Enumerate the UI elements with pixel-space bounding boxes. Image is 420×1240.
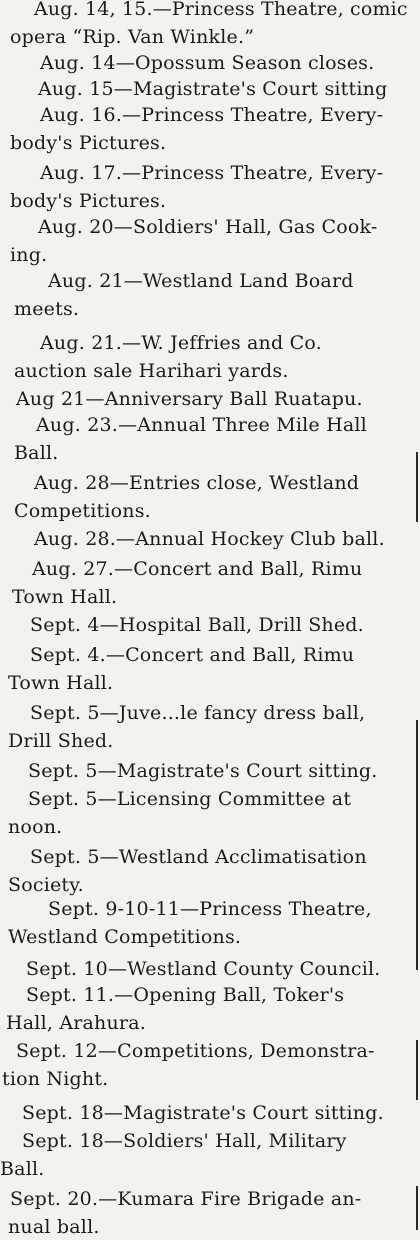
entry-text: Sept. 5—Juve...le fancy dress ball, [30, 702, 366, 724]
entry-text: Sept. 12—Competitions, Demonstra- [16, 1040, 375, 1062]
column-rule [416, 452, 418, 522]
entry-continuation: ing. [10, 244, 48, 266]
column-rule [416, 1186, 418, 1230]
entry-continuation: Town Hall. [8, 672, 114, 694]
entry-text: Sept. 5—Westland Acclimatisation [30, 846, 367, 868]
entry-continuation: Drill Shed. [8, 730, 114, 752]
entry-text: Aug. 20—Soldiers' Hall, Gas Cook- [38, 216, 378, 238]
entry-text: Aug. 27.—Concert and Ball, Rimu [32, 558, 363, 580]
entry-text: Sept. 4—Hospital Ball, Drill Shed. [30, 614, 364, 636]
entry-continuation: opera “Rip. Van Winkle.” [10, 26, 255, 48]
entry-text: Sept. 18—Soldiers' Hall, Military [22, 1130, 347, 1152]
entry-continuation: Competitions. [14, 500, 151, 522]
entry-text: Aug. 28—Entries close, Westland [34, 472, 360, 494]
entry-text: Aug. 21—Westland Land Board [48, 270, 354, 292]
entry-continuation: body's Pictures. [10, 190, 167, 212]
entry-text: Aug. 21.—W. Jeffries and Co. [40, 332, 322, 354]
entry-text: Aug. 28.—Annual Hockey Club ball. [34, 528, 385, 550]
column-rule [416, 1040, 418, 1100]
entry-text: Aug. 16.—Princess Theatre, Every- [40, 104, 384, 126]
entry-continuation: auction sale Harihari yards. [14, 360, 289, 382]
entry-continuation: Town Hall. [12, 586, 118, 608]
entry-text: Sept. 5—Magistrate's Court sitting. [28, 760, 378, 782]
entry-text: Sept. 9-10-11—Princess Theatre, [48, 898, 372, 920]
entry-text: Sept. 4.—Concert and Ball, Rimu [30, 644, 355, 666]
entry-continuation: Ball. [0, 1158, 45, 1180]
entry-text: Sept. 5—Licensing Committee at [28, 788, 352, 810]
entry-continuation: noon. [8, 816, 63, 838]
entry-text: Sept. 20.—Kumara Fire Brigade an- [10, 1188, 362, 1210]
entry-text: Sept. 10—Westland County Council. [26, 958, 381, 980]
entry-text: Aug. 17.—Princess Theatre, Every- [40, 162, 384, 184]
entry-continuation: Hall, Arahura. [6, 1012, 146, 1034]
entry-text: Sept. 11.—Opening Ball, Toker's [26, 984, 345, 1006]
entry-text: Aug. 14, 15.—Princess Theatre, comic [34, 0, 408, 20]
column-rule [416, 720, 418, 970]
entry-text: Sept. 18—Magistrate's Court sitting. [22, 1102, 384, 1124]
entry-continuation: Society. [8, 874, 84, 896]
entry-continuation: Ball. [14, 442, 59, 464]
entry-continuation: nual ball. [8, 1216, 100, 1238]
entry-text: Aug. 14—Opossum Season closes. [40, 52, 375, 74]
entry-continuation: Westland Competitions. [8, 926, 242, 948]
entry-continuation: meets. [14, 298, 80, 320]
entry-text: Aug 21—Anniversary Ball Ruatapu. [16, 388, 363, 410]
entry-text: Aug. 23.—Annual Three Mile Hall [36, 414, 367, 436]
entry-text: Aug. 15—Magistrate's Court sitting [38, 78, 388, 100]
entry-continuation: body's Pictures. [10, 132, 167, 154]
entry-continuation: tion Night. [2, 1068, 109, 1090]
